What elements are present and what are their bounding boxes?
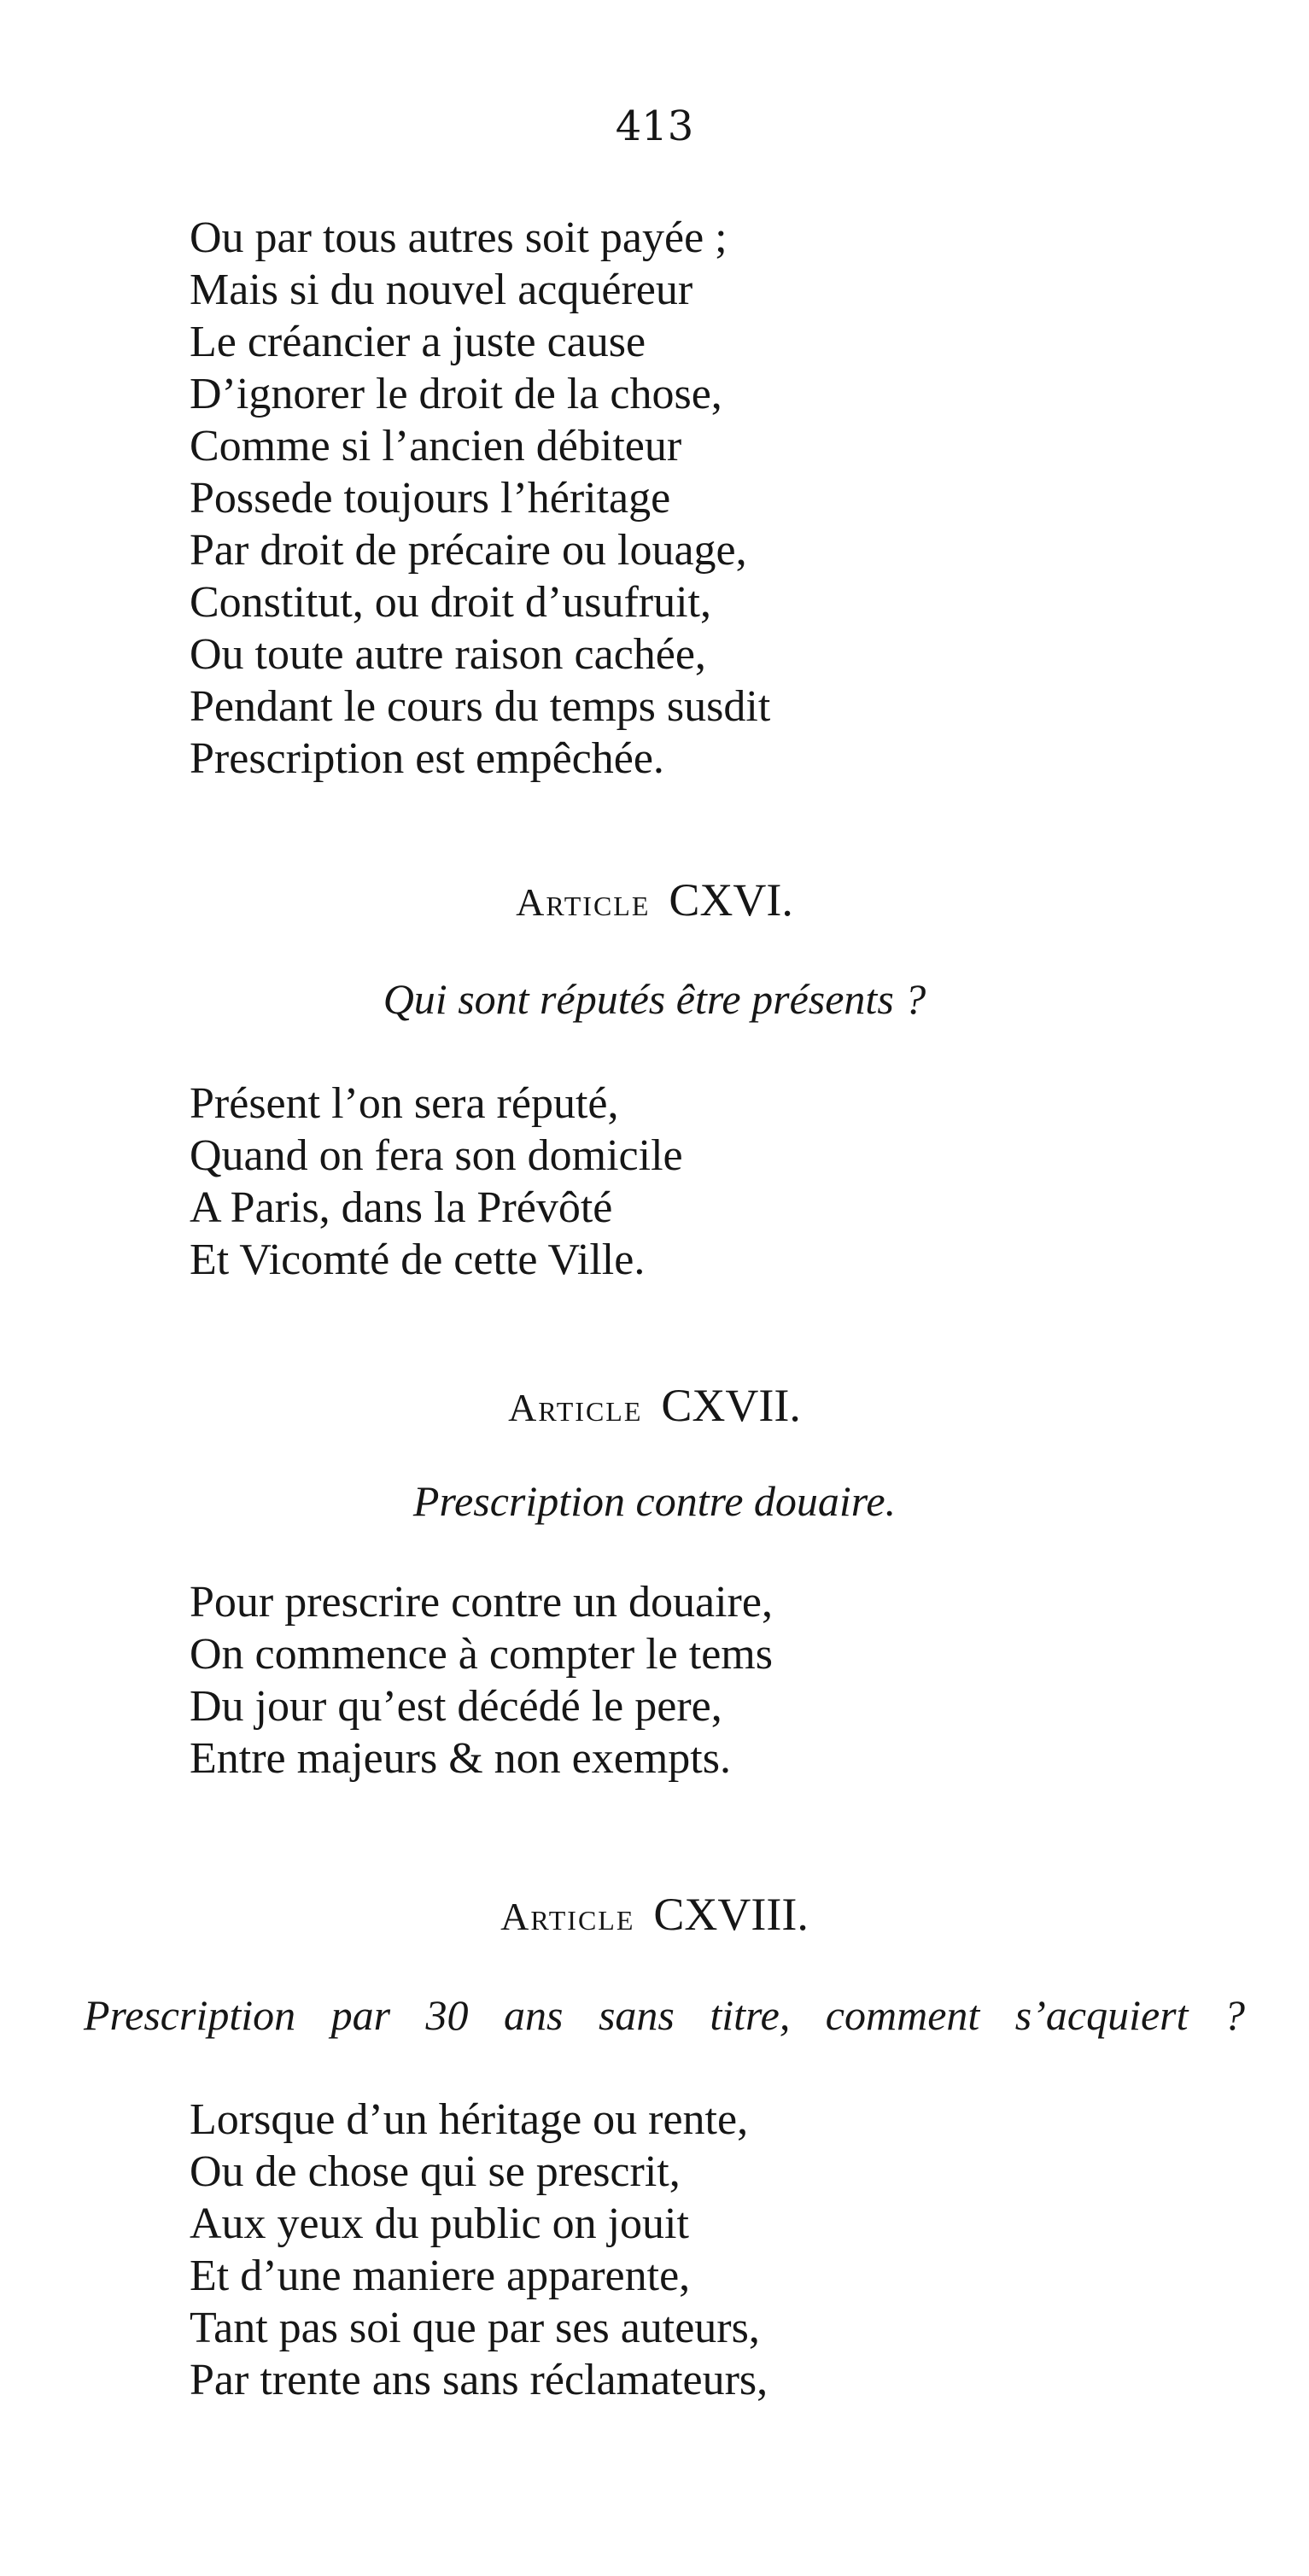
- article-116-subtitle: Qui sont réputés être présents ?: [383, 975, 926, 1023]
- verse-line: A Paris, dans la Prévôté: [190, 1183, 613, 1232]
- verse-line: Et d’une maniere apparente,: [190, 2252, 691, 2300]
- article-117-heading: [0, 1378, 1309, 1435]
- article-116-verse: [190, 1078, 683, 1286]
- verse-line: Constitut, ou droit d’usufruit,: [190, 578, 711, 627]
- verse-stanza-continued: [190, 212, 770, 785]
- article-word: Article: [500, 1895, 635, 1938]
- verse-line: Et Vicomté de cette Ville.: [190, 1235, 646, 1284]
- verse-line: Prescription est empêchée.: [190, 734, 664, 783]
- verse-line: Ou toute autre raison cachée,: [190, 630, 706, 679]
- verse-line: Mais si du nouvel acquéreur: [190, 266, 693, 314]
- verse-line: Ou de chose qui se prescrit,: [190, 2147, 681, 2196]
- article-word: Article: [516, 880, 651, 924]
- article-117-verse: [190, 1576, 773, 1785]
- verse-line: Entre majeurs & non exempts.: [190, 1734, 731, 1783]
- verse-line: Par droit de précaire ou louage,: [190, 526, 747, 575]
- verse-line: Tant pas soi que par ses auteurs,: [190, 2304, 760, 2352]
- verse-line: On commence à compter le tems: [190, 1630, 773, 1679]
- verse-line: Pendant le cours du temps susdit: [190, 682, 771, 731]
- article-word: Article: [508, 1386, 643, 1429]
- article-117-subtitle: Prescription contre douaire.: [412, 1477, 897, 1525]
- article-118-verse: [190, 2094, 768, 2406]
- article-116-heading: [0, 873, 1309, 930]
- verse-line: Quand on fera son domicile: [190, 1131, 683, 1180]
- verse-line: Comme si l’ancien débiteur: [190, 422, 682, 470]
- verse-line: Le créancier a juste cause: [190, 318, 646, 366]
- page-number: 413: [615, 102, 694, 150]
- article-118-heading: [0, 1887, 1309, 1944]
- article-numeral: CXVIII.: [653, 1889, 809, 1940]
- verse-line: Par trente ans sans réclamateurs,: [190, 2356, 768, 2404]
- verse-line: Présent l’on sera réputé,: [190, 1079, 619, 1128]
- verse-line: Du jour qu’est décédé le pere,: [190, 1682, 722, 1731]
- verse-line: Aux yeux du public on jouit: [190, 2199, 689, 2248]
- article-numeral: CXVI.: [669, 874, 793, 926]
- verse-line: Pour prescrire contre un douaire,: [190, 1578, 773, 1627]
- article-numeral: CXVII.: [661, 1380, 801, 1431]
- verse-line: Ou par tous autres soit payée ;: [190, 213, 728, 262]
- verse-line: Lorsque d’un héritage ou rente,: [190, 2095, 749, 2144]
- verse-line: D’ignorer le droit de la chose,: [190, 370, 722, 418]
- article-118-subtitle: Prescription par 30 ans sans titre, comment s’acquiert ?: [84, 1991, 1245, 2039]
- verse-line: Possede toujours l’héritage: [190, 474, 671, 523]
